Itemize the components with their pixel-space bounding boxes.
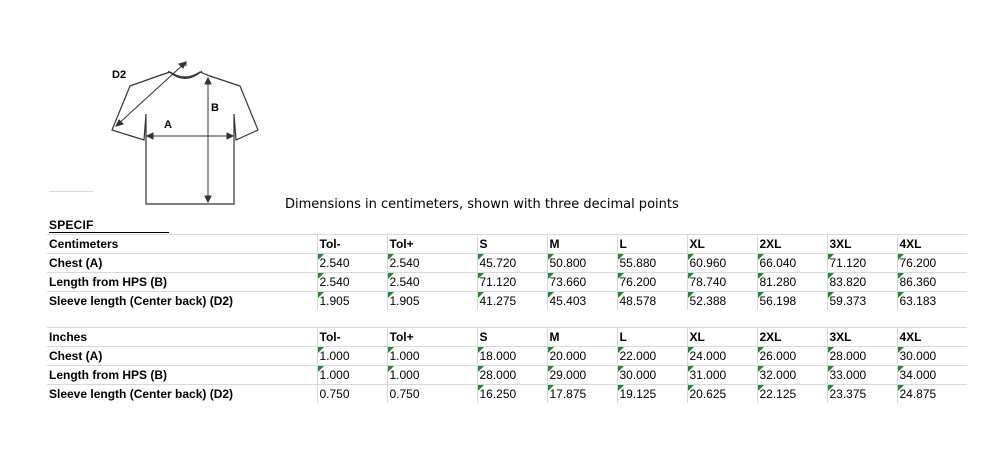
value-cell[interactable]: 28.000 — [827, 347, 897, 366]
value-cell[interactable]: 86.360 — [897, 273, 967, 292]
b-label: B — [211, 102, 219, 114]
value-cell[interactable]: 23.375 — [827, 385, 897, 404]
value-cell[interactable]: 1.000 — [387, 366, 477, 385]
value-cell[interactable]: 32.000 — [757, 366, 827, 385]
row-label: Chest (A) — [47, 347, 317, 366]
inches-table — [47, 327, 967, 403]
value-cell[interactable]: 26.000 — [757, 347, 827, 366]
header-row — [47, 235, 967, 254]
row-label: Sleeve length (Center back) (D2) — [47, 385, 317, 404]
section-header: Inches — [47, 328, 317, 347]
value-cell[interactable]: 52.388 — [687, 292, 757, 311]
a-arrow — [147, 133, 233, 139]
value-cell[interactable]: 1.905 — [317, 292, 387, 311]
value-cell[interactable]: 45.403 — [547, 292, 617, 311]
column-header: S — [477, 328, 547, 347]
column-header: 4XL — [897, 328, 967, 347]
row-label: Length from HPS (B) — [47, 366, 317, 385]
d2-label: D2 — [112, 69, 127, 81]
value-cell[interactable]: 41.275 — [477, 292, 547, 311]
value-cell[interactable]: 1.000 — [317, 366, 387, 385]
column-header: Tol+ — [387, 235, 477, 254]
column-header: XL — [687, 328, 757, 347]
value-cell[interactable]: 0.750 — [317, 385, 387, 404]
tshirt-outline — [112, 71, 258, 204]
value-cell[interactable]: 71.120 — [477, 273, 547, 292]
value-cell[interactable]: 2.540 — [387, 273, 477, 292]
column-header: 2XL — [757, 328, 827, 347]
section-header: Centimeters — [47, 235, 317, 254]
centimeters-table — [47, 234, 967, 310]
header-row — [47, 328, 967, 347]
value-cell[interactable]: 16.250 — [477, 385, 547, 404]
value-cell[interactable]: 0.750 — [387, 385, 477, 404]
value-cell[interactable]: 2.540 — [317, 254, 387, 273]
column-header: Tol- — [317, 328, 387, 347]
column-header: L — [617, 328, 687, 347]
column-header: Tol- — [317, 235, 387, 254]
value-cell[interactable]: 31.000 — [687, 366, 757, 385]
value-cell[interactable]: 28.000 — [477, 366, 547, 385]
value-cell[interactable]: 22.000 — [617, 347, 687, 366]
table-row — [47, 292, 967, 311]
value-cell[interactable]: 66.040 — [757, 254, 827, 273]
table-row — [47, 366, 967, 385]
value-cell[interactable]: 71.120 — [827, 254, 897, 273]
value-cell[interactable]: 29.000 — [547, 366, 617, 385]
value-cell[interactable]: 1.000 — [387, 347, 477, 366]
column-header: Tol+ — [387, 328, 477, 347]
table-row — [47, 273, 967, 292]
value-cell[interactable]: 30.000 — [617, 366, 687, 385]
table-row — [47, 385, 967, 404]
tshirt-measurement-diagram — [100, 52, 260, 207]
value-cell[interactable]: 76.200 — [617, 273, 687, 292]
column-header: L — [617, 235, 687, 254]
value-cell[interactable]: 19.125 — [617, 385, 687, 404]
column-header: 3XL — [827, 328, 897, 347]
value-cell[interactable]: 1.905 — [387, 292, 477, 311]
column-header: S — [477, 235, 547, 254]
value-cell[interactable]: 17.875 — [547, 385, 617, 404]
value-cell[interactable]: 18.000 — [477, 347, 547, 366]
column-header: 3XL — [827, 235, 897, 254]
row-label: Chest (A) — [47, 254, 317, 273]
value-cell[interactable]: 55.880 — [617, 254, 687, 273]
value-cell[interactable]: 83.820 — [827, 273, 897, 292]
value-cell[interactable]: 34.000 — [897, 366, 967, 385]
value-cell[interactable]: 2.540 — [387, 254, 477, 273]
value-cell[interactable]: 33.000 — [827, 366, 897, 385]
value-cell[interactable]: 76.200 — [897, 254, 967, 273]
caption: Dimensions in centimeters, shown with three decimal points — [285, 197, 679, 212]
value-cell[interactable]: 50.800 — [547, 254, 617, 273]
value-cell[interactable]: 81.280 — [757, 273, 827, 292]
column-header: XL — [687, 235, 757, 254]
row-label: Length from HPS (B) — [47, 273, 317, 292]
value-cell[interactable]: 1.000 — [317, 347, 387, 366]
value-cell[interactable]: 30.000 — [897, 347, 967, 366]
value-cell[interactable]: 20.000 — [547, 347, 617, 366]
value-cell[interactable]: 2.540 — [317, 273, 387, 292]
section-underline — [49, 232, 169, 233]
value-cell[interactable]: 24.000 — [687, 347, 757, 366]
table-row — [47, 347, 967, 366]
value-cell[interactable]: 56.198 — [757, 292, 827, 311]
value-cell[interactable]: 59.373 — [827, 292, 897, 311]
divider-line — [49, 191, 93, 192]
column-header: M — [547, 235, 617, 254]
value-cell[interactable]: 48.578 — [617, 292, 687, 311]
b-arrow — [205, 78, 211, 202]
value-cell[interactable]: 73.660 — [547, 273, 617, 292]
value-cell[interactable]: 20.625 — [687, 385, 757, 404]
value-cell[interactable]: 22.125 — [757, 385, 827, 404]
column-header: 4XL — [897, 235, 967, 254]
value-cell[interactable]: 78.740 — [687, 273, 757, 292]
value-cell[interactable]: 60.960 — [687, 254, 757, 273]
value-cell[interactable]: 24.875 — [897, 385, 967, 404]
value-cell[interactable]: 63.183 — [897, 292, 967, 311]
section-title: SPECIF — [49, 218, 94, 232]
value-cell[interactable]: 45.720 — [477, 254, 547, 273]
table-row — [47, 254, 967, 273]
a-label: A — [164, 119, 172, 131]
column-header: 2XL — [757, 235, 827, 254]
row-label: Sleeve length (Center back) (D2) — [47, 292, 317, 311]
column-header: M — [547, 328, 617, 347]
